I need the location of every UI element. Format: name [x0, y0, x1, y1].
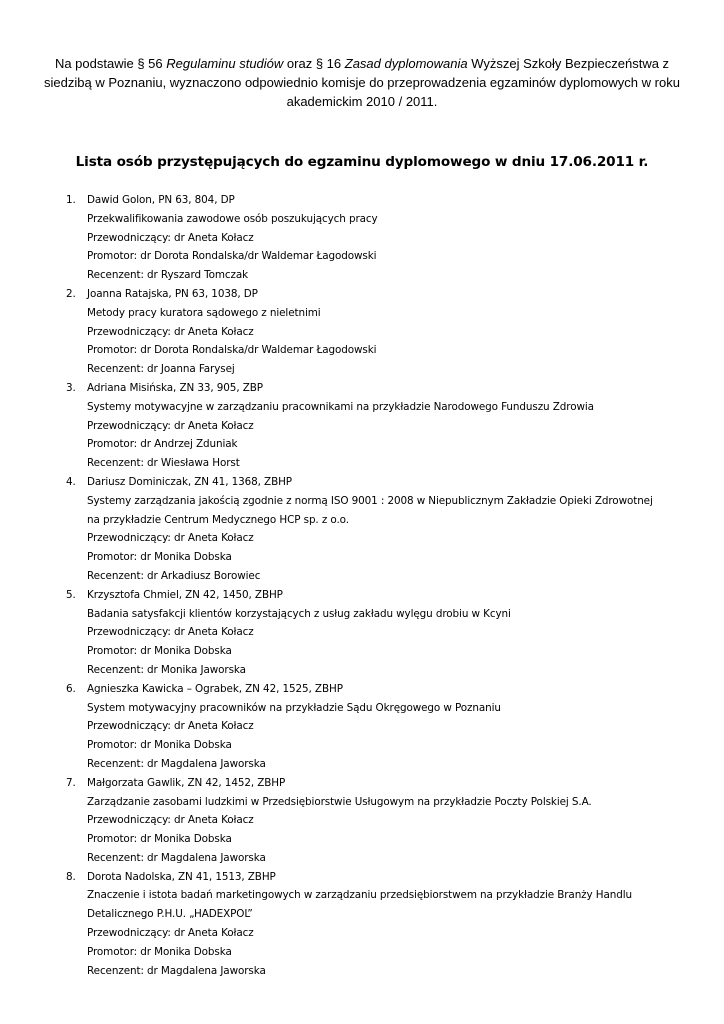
promoter-line: Promotor: dr Monika Dobska [87, 739, 232, 752]
reviewer-line: Recenzent: dr Magdalena Jaworska [87, 851, 266, 864]
reviewer-line: Recenzent: dr Ryszard Tomczak [87, 269, 249, 282]
reviewer-line: Recenzent: dr Arkadiusz Borowiec [87, 569, 261, 582]
reviewer-line: Recenzent: dr Monika Jaworska [87, 663, 246, 676]
student-line: Dorota Nadolska, ZN 41, 1513, ZBHP [87, 870, 276, 883]
thesis-title: Znaczenie i istota badań marketingowych w zarządzaniu przedsiębiorstwem na przykładzie Branży Handlu [87, 889, 633, 902]
promoter-line: Promotor: dr Monika Dobska [87, 645, 232, 658]
promoter-line: Promotor: dr Monika Dobska [87, 551, 232, 564]
chair-line: Przewodniczący: dr Aneta Kołacz [87, 626, 254, 639]
item-number: 6. [66, 682, 76, 695]
promoter-line: Promotor: dr Monika Dobska [87, 945, 232, 958]
student-line: Adriana Misińska, ZN 33, 905, ZBP [87, 381, 263, 394]
student-line: Dawid Golon, PN 63, 804, DP [87, 194, 235, 206]
intro-text-2: oraz § 16 [283, 56, 345, 71]
item-number: 3. [66, 381, 76, 394]
chair-line: Przewodniczący: dr Aneta Kołacz [87, 720, 254, 733]
list-item [0, 473, 724, 586]
thesis-title-continued: Detalicznego P.H.U. „HADEXPOL” [87, 908, 253, 921]
chair-line: Przewodniczący: dr Aneta Kołacz [87, 325, 254, 338]
item-number: 5. [66, 588, 76, 601]
thesis-title: Systemy motywacyjne w zarządzaniu pracownikami na przykładzie Narodowego Funduszu Zdrowia [87, 400, 594, 413]
reviewer-line: Recenzent: dr Magdalena Jaworska [87, 757, 266, 770]
list-item [0, 285, 724, 379]
thesis-title-continued: na przykładzie Centrum Medycznego HCP sp. z o.o. [87, 513, 349, 526]
list-item [0, 586, 724, 680]
list-item [0, 774, 724, 868]
reviewer-line: Recenzent: dr Joanna Farysej [87, 363, 235, 376]
student-line: Dariusz Dominiczak, ZN 41, 1368, ZBHP [87, 475, 292, 488]
item-number: 8. [66, 870, 76, 883]
chair-line: Przewodniczący: dr Aneta Kołacz [87, 532, 254, 545]
reviewer-line: Recenzent: dr Magdalena Jaworska [87, 964, 266, 977]
page-title: Lista osób przystępujących do egzaminu dyplomowego w dniu 17.06.2011 r. [75, 154, 649, 171]
student-line: Joanna Ratajska, PN 63, 1038, DP [87, 287, 258, 300]
item-number: 1. [66, 194, 76, 206]
thesis-title: Zarządzanie zasobami ludzkimi w Przedsiębiorstwie Usługowym na przykładzie Poczty Polskiej S.A. [87, 795, 592, 808]
list-item [0, 379, 724, 473]
item-number: 2. [66, 287, 76, 300]
thesis-title: System motywacyjny pracowników na przykładzie Sądu Okręgowego w Poznaniu [87, 701, 501, 714]
promoter-line: Promotor: dr Monika Dobska [87, 833, 232, 846]
thesis-title: Metody pracy kuratora sądowego z nieletnimi [87, 306, 321, 319]
intro-text-3: Wyższej Szkoły Bezpieczeństwa z siedzibą w Poznaniu, wyznaczono odpowiednio komisje do przeprowadzenia egzaminów dyplomowych w roku akademickim 2010 / 2011. [44, 56, 680, 109]
exam-list [0, 191, 724, 980]
reviewer-line: Recenzent: dr Wiesława Horst [87, 457, 240, 470]
student-line: Agnieszka Kawicka – Ograbek, ZN 42, 1525, ZBHP [87, 682, 343, 695]
intro-paragraph [40, 54, 684, 111]
promoter-line: Promotor: dr Dorota Rondalska/dr Waldemar Łagodowski [87, 344, 377, 357]
chair-line: Przewodniczący: dr Aneta Kołacz [87, 814, 254, 827]
promoter-line: Promotor: dr Dorota Rondalska/dr Waldemar Łagodowski [87, 250, 377, 263]
promoter-line: Promotor: dr Andrzej Zduniak [87, 438, 238, 451]
chair-line: Przewodniczący: dr Aneta Kołacz [87, 231, 254, 244]
thesis-title: Badania satysfakcji klientów korzystających z usług zakładu wylęgu drobiu w Kcyni [87, 607, 511, 620]
thesis-title: Przekwalifikowania zawodowe osób poszukujących pracy [87, 212, 378, 225]
chair-line: Przewodniczący: dr Aneta Kołacz [87, 419, 254, 432]
list-item [0, 191, 724, 285]
list-item [0, 868, 724, 981]
student-line: Krzysztofa Chmiel, ZN 42, 1450, ZBHP [87, 588, 283, 601]
intro-rules-title: Zasad dyplomowania [344, 56, 468, 71]
chair-line: Przewodniczący: dr Aneta Kołacz [87, 927, 254, 940]
intro-regulation-title: Regulaminu studiów [166, 56, 284, 71]
student-line: Małgorzata Gawlik, ZN 42, 1452, ZBHP [87, 776, 286, 789]
item-number: 7. [66, 776, 76, 789]
item-number: 4. [66, 475, 76, 488]
intro-text-1: Na podstawie § 56 [54, 56, 167, 71]
thesis-title: Systemy zarządzania jakością zgodnie z normą ISO 9001 : 2008 w Niepublicznym Zakładzie Opieki Zdrowotnej [87, 494, 653, 507]
list-item [0, 680, 724, 774]
